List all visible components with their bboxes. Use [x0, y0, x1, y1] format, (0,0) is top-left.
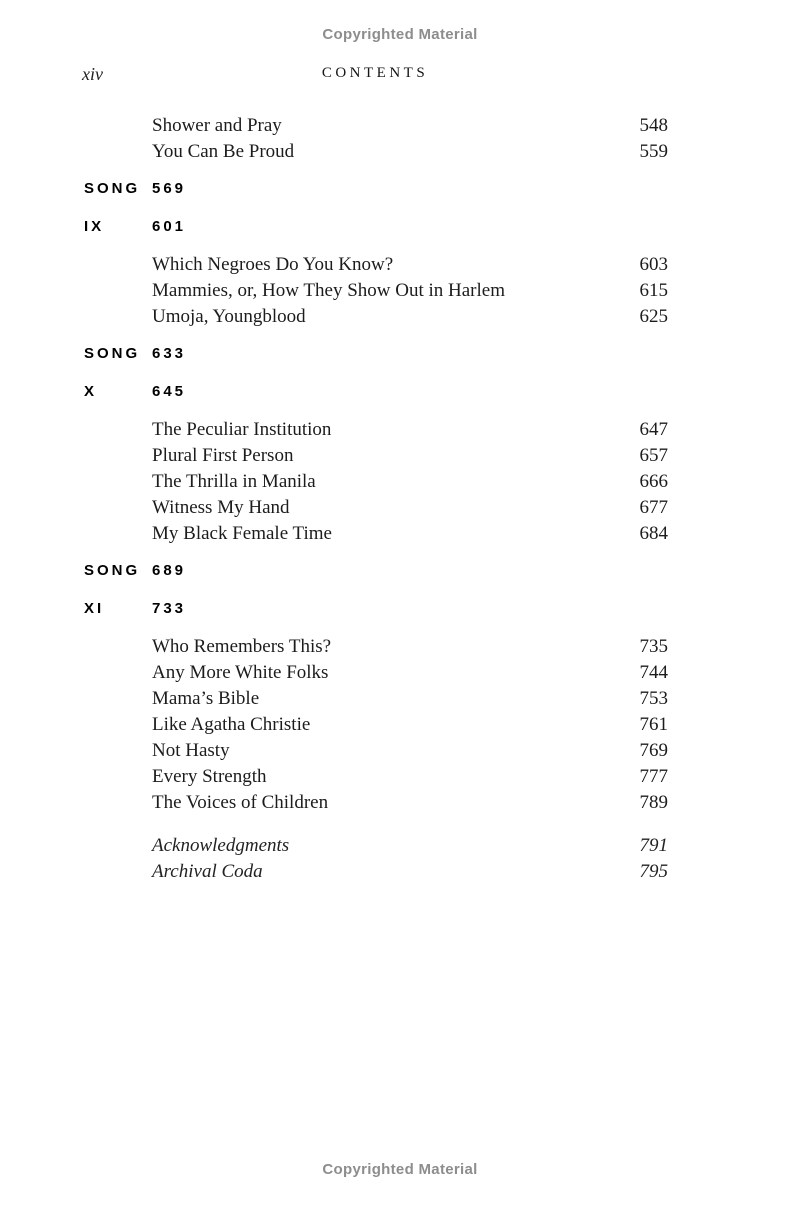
chapter-page-number: 603: [639, 254, 668, 275]
toc-backmatter: [152, 833, 668, 885]
chapter-page-number: 744: [639, 662, 668, 683]
toc-entry: [152, 764, 668, 790]
backmatter-page-number: 795: [639, 861, 668, 882]
chapter-title: Witness My Hand: [152, 497, 290, 518]
part-page-number: 569: [152, 180, 187, 197]
chapter-page-number: 647: [639, 419, 668, 440]
toc-entry: [152, 521, 668, 547]
chapter-page-number: 615: [639, 280, 668, 301]
toc-entry: [152, 712, 668, 738]
toc-entry: [152, 495, 668, 521]
toc-part-heading: [84, 214, 668, 240]
chapter-title: The Peculiar Institution: [152, 419, 332, 440]
chapter-page-number: 684: [639, 523, 668, 544]
chapter-title: Mama’s Bible: [152, 688, 260, 709]
toc-part-heading: [84, 596, 668, 622]
part-label: SONG: [84, 345, 141, 362]
part-page-number: 633: [152, 345, 187, 362]
part-label: IX: [84, 218, 105, 235]
chapter-page-number: 753: [639, 688, 668, 709]
toc-part-heading: [84, 341, 668, 367]
backmatter-title: Archival Coda: [152, 861, 263, 882]
toc-entry: [152, 417, 668, 443]
part-label: X: [84, 383, 98, 400]
running-head: [0, 64, 800, 88]
chapter-title: My Black Female Time: [152, 523, 332, 544]
backmatter-page-number: 791: [639, 835, 668, 856]
backmatter-title: Acknowledgments: [152, 835, 290, 856]
toc-entry: [152, 686, 668, 712]
part-page-number: 601: [152, 218, 187, 235]
copyright-notice-top: Copyrighted Material: [322, 26, 478, 43]
chapter-title: The Voices of Children: [152, 792, 329, 813]
folio-page-number: xiv: [82, 64, 103, 84]
chapter-page-number: 761: [639, 714, 668, 735]
part-page-number: 689: [152, 562, 187, 579]
chapter-page-number: 625: [639, 306, 668, 327]
toc-entry: [152, 660, 668, 686]
chapter-title: The Thrilla in Manila: [152, 471, 316, 492]
chapter-page-number: 666: [639, 471, 668, 492]
chapter-title: Who Remembers This?: [152, 636, 332, 657]
toc-entry: [152, 252, 668, 278]
toc-entry: [152, 139, 668, 165]
chapter-title: Plural First Person: [152, 445, 294, 466]
part-page-number: 645: [152, 383, 187, 400]
chapter-page-number: 735: [639, 636, 668, 657]
chapter-title: Every Strength: [152, 766, 267, 787]
toc-backmatter-entry: [152, 833, 668, 859]
chapter-page-number: 657: [639, 445, 668, 466]
toc-part-heading: [84, 379, 668, 405]
toc-part-heading: [84, 176, 668, 202]
part-label: SONG: [84, 180, 141, 197]
chapter-title: Mammies, or, How They Show Out in Harlem: [152, 280, 505, 301]
chapter-title: Any More White Folks: [152, 662, 329, 683]
contents-heading: CONTENTS: [321, 65, 429, 81]
chapter-title: Not Hasty: [152, 740, 230, 761]
toc-entry: [152, 113, 668, 139]
toc-entry: [152, 634, 668, 660]
chapter-title: Like Agatha Christie: [152, 714, 311, 735]
chapter-page-number: 777: [639, 766, 668, 787]
toc-part-heading: [84, 558, 668, 584]
toc-entry: [152, 790, 668, 816]
chapter-title: Shower and Pray: [152, 115, 282, 136]
toc-entry: [152, 443, 668, 469]
copyright-notice-bottom: Copyrighted Material: [322, 1161, 478, 1178]
chapter-title: You Can Be Proud: [152, 141, 295, 162]
chapter-page-number: 789: [639, 792, 668, 813]
chapter-page-number: 559: [639, 141, 668, 162]
part-label: SONG: [84, 562, 141, 579]
chapter-page-number: 677: [639, 497, 668, 518]
toc-entry: [152, 304, 668, 330]
chapter-title: Umoja, Youngblood: [152, 306, 306, 327]
part-page-number: 733: [152, 600, 187, 617]
toc-entry: [152, 738, 668, 764]
part-label: XI: [84, 600, 105, 617]
table-of-contents: [84, 113, 668, 885]
toc-entry: [152, 469, 668, 495]
chapter-page-number: 769: [639, 740, 668, 761]
toc-entry: [152, 278, 668, 304]
chapter-page-number: 548: [639, 115, 668, 136]
toc-backmatter-entry: [152, 859, 668, 885]
chapter-title: Which Negroes Do You Know?: [152, 254, 394, 275]
